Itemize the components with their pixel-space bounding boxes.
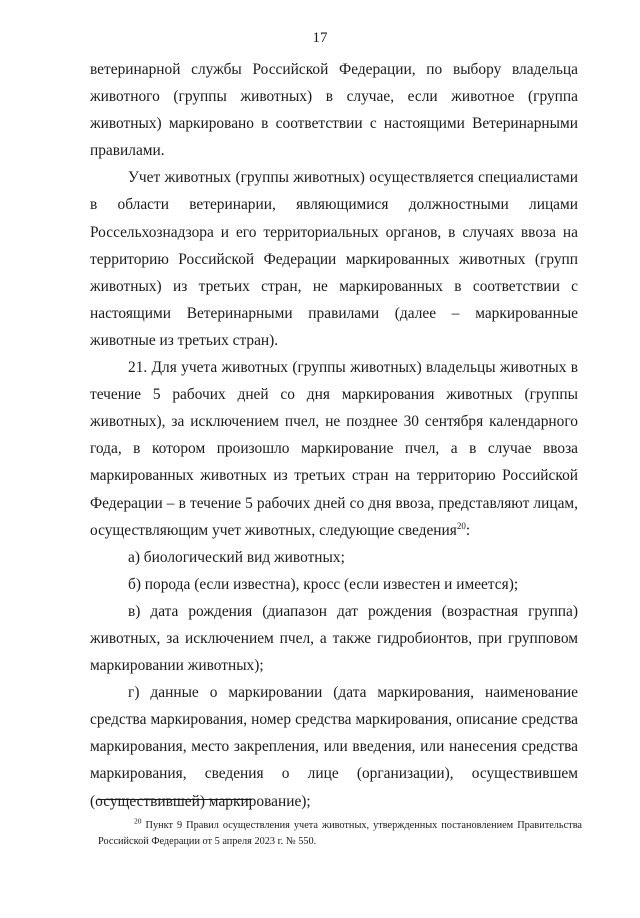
- footnote-text: Пункт 9 Правил осуществления учета животных, утвержденных постановлением Правительства Российской Федерации от 5 апреля 2023 г. № 550.: [98, 820, 582, 847]
- paragraph-item-21-suffix: :: [465, 521, 471, 539]
- list-item-v: в) дата рождения (диапазон дат рождения (возрастная группа) животных, за исключением пчел, а также гидробионтов, при групповом маркировании животных);: [90, 602, 578, 675]
- list-item-b: б) порода (если известна), кросс (если известен и имеется);: [128, 575, 519, 593]
- paragraph-continuation: ветеринарной службы Российской Федерации, по выбору владельца животного (группы животных) в случае, если животное (группа животных) маркировано в соответствии с настоящими Ветеринарными правилами.: [90, 61, 578, 160]
- list-item-a: а) биологический вид животных;: [128, 548, 345, 566]
- paragraph-item-21: [90, 354, 578, 544]
- footnote-reference: 20: [456, 520, 466, 531]
- footnote: [98, 818, 582, 850]
- paragraph-accounting-specialists: Учет животных (группы животных) осуществляется специалистами в области ветеринарии, являющимися должностными лицами Россельхознадзора и его территориальных органов, в случаях ввоза на территорию Российской Федерации маркированных животных (групп животных) из третьих стран, не маркированных в соответствии с настоящими Ветеринарными правилами (далее – маркированные животные из третьих стран).: [90, 169, 578, 349]
- footnote-mark: 20: [134, 816, 142, 826]
- body-text: [90, 56, 578, 815]
- footnote-separator: [98, 799, 252, 800]
- paragraph-item-21-text: 21. Для учета животных (группы животных) владельцы животных в течение 5 рабочих дней со дня маркирования животных (группы животных), за исключением пчел, не позднее 30 сентября календарного года, в котором произошло маркирование пчел, а в случае ввоза маркированных животных из третьих стран на территорию Российской Федерации – в течение 5 рабочих дней со дня ввоза, представляют лицам, осуществляющим учет животных, следующие сведения: [90, 359, 578, 539]
- page-number: 17: [312, 30, 328, 46]
- list-item-g: г) данные о маркировании (дата маркирования, наименование средства маркирования, номер средства маркирования, описание средства маркирования, место закрепления, или введения, или нанесения средства маркирования, сведения о лице (организации), осуществившем (осуществившей) маркирование);: [90, 684, 578, 810]
